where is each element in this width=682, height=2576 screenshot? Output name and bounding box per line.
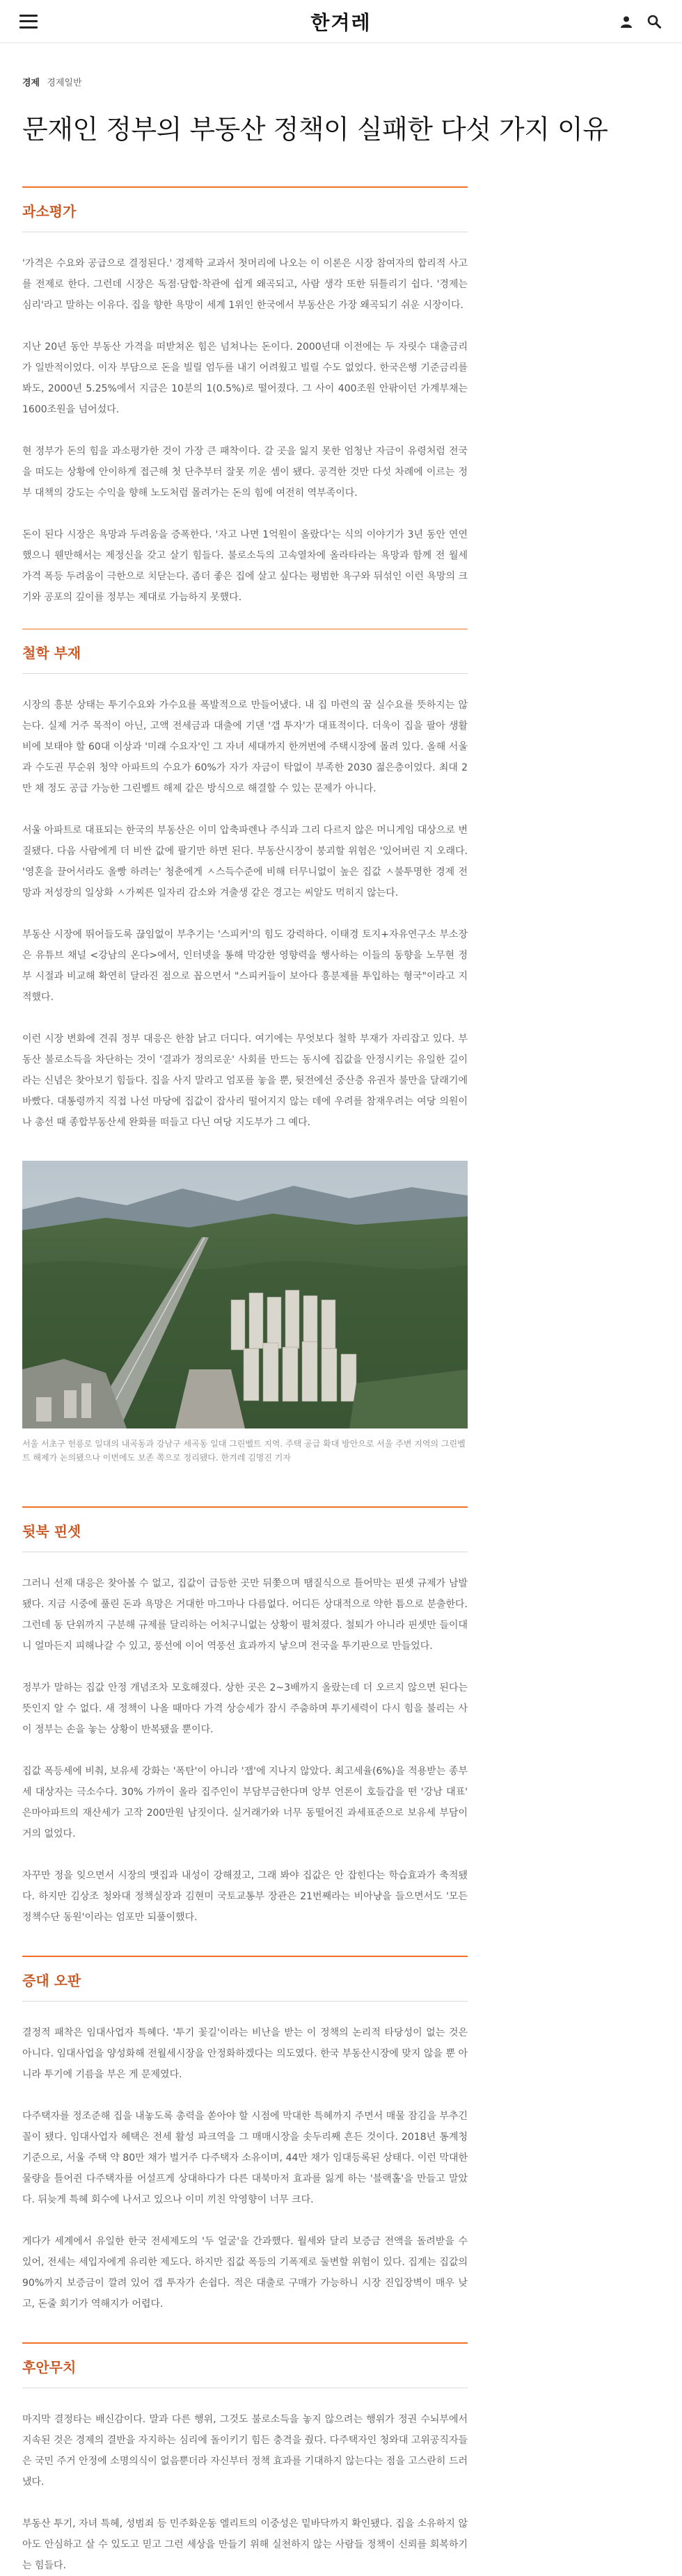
- paragraph: 부동산 투기, 자녀 특혜, 성범죄 등 민주화운동 엘리트의 이중성은 밑바닥까지 확인됐다. 집을 소유하지 않아도 안심하고 살 수 있도고 믿고 그런 세상을 만들기 위해 실천하지 않는 사람들 정책이 신뢰를 회복하기는 힘들다.: [22, 2518, 468, 2572]
- paragraph: 결정적 패착은 임대사업자 특혜다. '투기 꽃길'이라는 비난을 받는 이 정책의 논리적 타당성이 없는 것은 아니다. 임대사업을 양성화해 전월세시장을 안정화하겠다는 의도였다. 한국 부동산시장에 맞지 않을 뿐 아니라 투기에 기름을 부은 게 문제였다.: [22, 2027, 468, 2081]
- article: [0, 75, 682, 2576]
- site-logo[interactable]: 한겨레: [310, 10, 372, 34]
- paragraph: 마지막 결정타는 배신감이다. 말과 다른 행위, 그것도 불로소득을 놓지 않으려는 행위가 정권 수뇌부에서 지속된 것은 경제의 결반을 자지하는 심리에 돌이키기 힘든 충격을 줬다. 다주택자인 청와대 고위공직자들은 국민 주거 안정에 소명의식이 없음뿐더라 자신부터 정책 효과를 기대하지 않는다는 점을 고스란히 드러냈다.: [22, 2414, 468, 2488]
- paragraph: 그러니 선제 대응은 찾아볼 수 없고, 집값이 급등한 곳만 뒤쫓으며 땜질식으로 틀어막는 핀셋 규제가 남발됐다. 지금 시중에 풀린 돈과 욕망은 거대한 마그마나 다름없다. 어디든 상대적으로 약한 틈으로 분출한다. 그런데 동 단위까지 구분해 규제를 달리하는 어처구니없는 상황이 펼쳐졌다. 철퇴가 아니라 핀셋만 들이대니 얼마든지 피해나갈 수 있고, 풍선에 이어 역풍선 효과까지 낳으며 전국을 투기판으로 만들었다.: [22, 1578, 468, 1652]
- breadcrumb-subsection[interactable]: 경제일반: [47, 78, 82, 88]
- paragraph: 현 정부가 돈의 힘을 과소평가한 것이 가장 큰 패착이다. 갈 곳을 잃지 못한 엄청난 자금이 유령처럼 전국을 떠도는 상황에 안이하게 접근해 첫 단추부터 잘못 끼운 셈이 됐다. 공격한 것만 다섯 차례에 이르는 정부 대책의 강도는 수익을 향해 노도처럼 몰려가는 돈의 힘에 여전히 역부족이다.: [22, 446, 468, 499]
- paragraph: 게다가 세계에서 유일한 한국 전세제도의 '두 얼굴'을 간과했다. 월세와 달리 보증금 전액을 돌려받을 수 있어, 전세는 세입자에게 유리한 제도다. 하지만 집값 폭등의 기폭제로 둘변할 위험이 있다. 집계는 집값의 90%까지 보증금이 깔려 있어 갭 투자가 손쉽다. 적은 대출로 구매가 가능하니 시장 진입장벽이 매우 낮고, 돈줄 회기가 역해지가 어렵다.: [22, 2236, 468, 2310]
- site-header: [0, 0, 682, 43]
- header-actions: [618, 13, 663, 30]
- section-title: 증대 오판: [22, 1956, 468, 1990]
- section-divider: [22, 2001, 468, 2002]
- paragraph: 부동산 시장에 뛰어들도록 끊임없이 부추기는 '스피커'의 힘도 강력하다. 이태경 토지+자유연구소 부소장은 유튜브 채널 <강남의 온다>에서, 인터넷을 통해 막강한 영향력을 행사하는 이들의 동향을 노무현 정부 시절과 비교해 확연히 달라진 점으로 꼽으면서 "스피커들이 보아다 흥분제를 투입하는 형국"이라고 지적했다.: [22, 929, 468, 1004]
- breadcrumb: [22, 75, 660, 88]
- section-title: 과소평가: [22, 186, 468, 220]
- paragraph: 이런 시장 변화에 견줘 정부 대응은 한참 낡고 더디다. 여기에는 무엇보다 철학 부재가 자리잡고 있다. 부동산 불로소득을 차단하는 것이 '결과가 정의로운' 사회를 만드는 동시에 집값을 안정시키는 유일한 길이라는 신념은 찾아보기 힘들다. 집을 사지 말라고 엄포를 놓을 뿐, 뒷전에선 중산층 유권자 불만을 달래기에 바빴다. 대통령까지 직접 나선 마당에 집값이 잡사리 떨어지지 않는 데에 우려를 참재우려는 여당 의원이나 총선 때 종합부동산세 완화를 떠들고 다닌 여당 지도부가 그 예다.: [22, 1033, 468, 1129]
- article-section-4: [22, 1956, 660, 2315]
- hamburger-menu-icon[interactable]: [19, 15, 38, 29]
- photo-caption: 서울 서초구 헌릉로 일대의 내곡동과 강남구 세곡동 일대 그린벨트 지역. 주택 공급 확대 방안으로 서울 주변 지역의 그린벨트 해제가 논의됐으나 이번에도 보존 쪽으로 정리됐다. 한겨레 김명진 기자: [22, 1439, 466, 1463]
- breadcrumb-section[interactable]: 경제: [22, 78, 40, 88]
- search-icon[interactable]: [646, 13, 663, 30]
- article-photo[interactable]: [22, 1161, 468, 1428]
- paragraph: 지난 20년 동안 부동산 가격을 떠받쳐온 힘은 넘쳐나는 돈이다. 2000년대 이전에는 두 자릿수 대출금리가 일반적이었다. 이자 부담으로 돈을 빌릴 엄두를 내기 어려웠고 빌릴 수도 없었다. 한국은행 기준금리를 봐도, 2000년 5.25%에서 지금은 10분의 1(0.5%)로 떨어졌다. 그 사이 400조원 안팎이던 가계부채는 1600조원을 넘어섰다.: [22, 341, 468, 416]
- paragraph: 자꾸만 정을 잊으면서 시장의 맷집과 내성이 강해졌고, 그래 봐야 집값은 안 잡힌다는 학습효과가 축적됐다. 하지만 김상조 청와대 정책실장과 김현미 국토교통부 장관은 21번째라는 비아냥을 들으면서도 '모든 정책수단 동원'이라는 엄포만 되풀이했다.: [22, 1870, 468, 1924]
- paragraph: 서울 아파트로 대표되는 한국의 부동산은 이미 압축파렌나 주식과 그리 다르지 않은 머니게임 대상으로 변질됐다. 다음 사람에게 더 비싼 값에 팔기만 하면 된다. 부동산시장이 붕괴할 위험은 '있어버린 지 오래다. '영혼을 끌어서라도 올빵 하려는' 청춘에게 ㅅ스득수준에 비해 터무니없이 높은 집값 ㅅ불투명한 경제 전망과 저성장의 일상화 ㅅ가찌른 일자리 감소와 겨출생 같은 경고는 씨알도 먹히지 않는다.: [22, 825, 468, 899]
- paragraph: 시장의 흥분 상태는 투기수요와 가수요를 폭발적으로 만들어냈다. 내 집 마련의 꿈 실수요를 뜻하지는 않는다. 실제 거주 목적이 아닌, 고액 전세금과 대출에 기댄 '갭 투자'가 대표적이다. 더욱이 집을 팔아 생활비에 보태야 할 60대 이상과 '미래 수요자'인 그 자녀 세대까지 한꺼번에 주택시장에 몰려 있다. 올해 서울과 수도권 무순위 청약 아파트의 수요가 60%가 자가 자금이 탁없이 부족한 2030 젊은층이었다. 최대 2만 채 정도 공급 가능한 그린벨트 해제 같은 방식으로 해결할 수 있는 문제가 아니다.: [22, 700, 468, 795]
- paragraph: 돈이 된다 시장은 욕망과 두려움을 증폭한다. '자고 나면 1억원이 올랐다'는 식의 이야기가 3년 동안 연연했으니 웬만해서는 제정신을 갖고 살기 힘들다. 불로소득의 고속열차에 올라타라는 욕망과 함께 전 월세 가격 폭등 두려움이 극한으로 치닫는다. 좀더 좋은 집에 살고 싶다는 평범한 욕구와 뒤섞인 이런 욕망의 크기와 공포의 깊이를 정부는 제대로 가늠하지 못했다.: [22, 529, 468, 604]
- section-title: 철학 부재: [22, 629, 468, 662]
- paragraph: 정부가 말하는 집값 안정 개념조차 모호해졌다. 상한 곳은 2~3배까지 올랐는데 더 오르지 않으면 된다는 뜻인지 알 수 없다. 새 정책이 나올 때마다 가격 상승세가 잠시 주춤하며 투기세력이 다시 힘을 불리는 사이 정부는 손을 놓는 상황이 반복됐을 뿐이다.: [22, 1682, 468, 1736]
- article-section-1: [22, 186, 660, 608]
- paragraph: '가격은 수요와 공급으로 결정된다.' 경제학 교과서 첫머리에 나오는 이 이론은 시장 참여자의 합리적 사고를 전제로 한다. 그런데 시장은 독점·담합·착관에 쉽게 왜곡되고, 사람 생각 또한 뒤틀리기 쉽다. '경제는 심리'라고 말하는 이유다. 집을 향한 욕망이 세계 1위인 한국에서 부동산은 가장 왜곡되기 쉬운 시장이다.: [22, 258, 468, 312]
- paragraph: 다주택자를 정조준해 집을 내놓도록 총력을 쏟아야 할 시점에 막대한 특혜까지 주면서 매물 잠김을 부추긴 꼴이 됐다. 임대사업자 혜택은 전세 활성 파크역을 그 매매시장을 솟두리째 흔든 것이다. 2018년 통계청 기준으로, 서울 주택 약 80만 채가 벌거주 다주택자 소유이며, 44만 채가 임대등록된 상태다. 이런 막대한 물량을 틀어쥔 다주택자를 어설프게 상대하다가 다른 대북마저 효과를 잃게 하는 '블랙홀'을 만들고 말았다. 뒤늦게 특혜 회수에 나서고 있으나 이미 끼친 악영향이 너무 크다.: [22, 2111, 468, 2206]
- article-section-3: [22, 1506, 660, 1928]
- section-title: 뒷북 핀셋: [22, 1506, 468, 1540]
- section-divider: [22, 673, 468, 674]
- user-icon[interactable]: [618, 13, 635, 30]
- paragraph: 집값 폭등세에 비춰, 보유세 강화는 '폭탄'이 아니라 '잽'에 지나지 않았다. 최고세율(6%)을 적용받는 종부세 대상자는 극소수다. 30% 가까이 올라 집주인이 부담부금한다며 앙부 언론이 호들갑을 떤 '강남 대표' 은마아파트의 재산세가 고작 200만원 남짓이다. 실거래가와 너무 동떨어진 과세표준으로 보유세 부담이 거의 없었다.: [22, 1766, 468, 1840]
- article-section-2: [22, 629, 660, 1465]
- article-section-5: [22, 2342, 660, 2576]
- article-headline: 문재인 정부의 부동산 정책이 실패한 다섯 가지 이유: [22, 114, 608, 145]
- section-title: 후안무치: [22, 2342, 468, 2376]
